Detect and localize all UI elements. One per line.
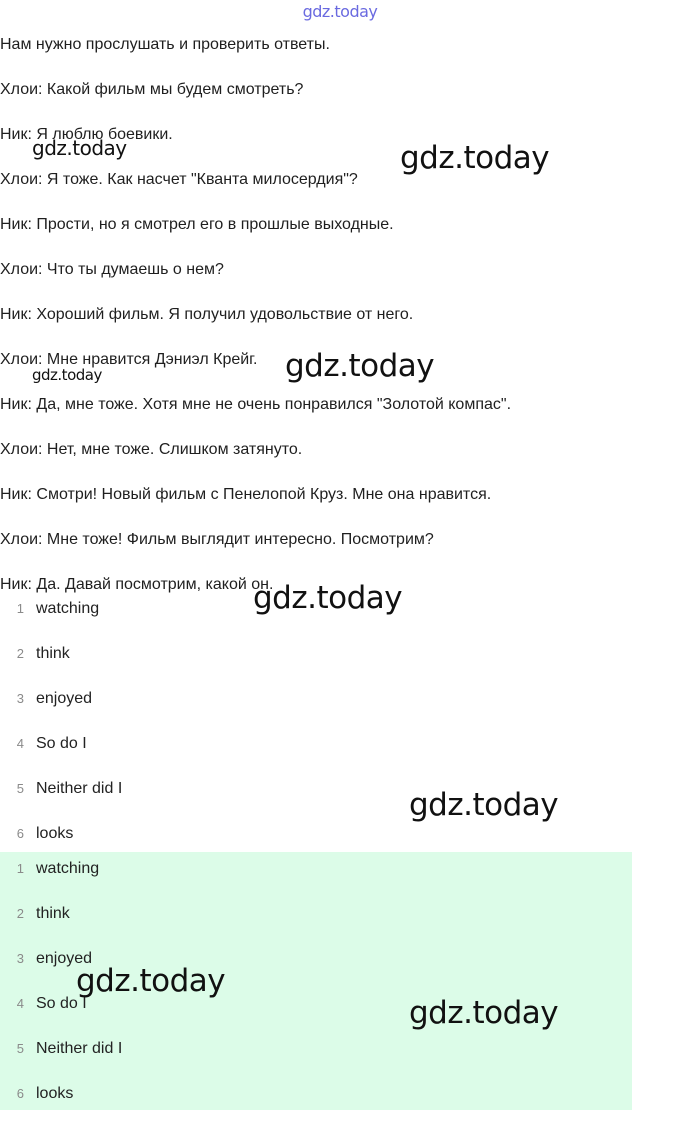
dialog-line: Хлои: Мне тоже! Фильм выглядит интересно. Посмотрим? [0, 531, 434, 548]
watermark: gdz.today [32, 366, 102, 384]
item-text: Neither did I [36, 780, 123, 797]
watermark: gdz.today [400, 140, 550, 176]
watermark: gdz.today [285, 348, 435, 384]
item-text: enjoyed [36, 950, 93, 967]
watermark: gdz.today [409, 787, 559, 823]
list-item [0, 903, 632, 948]
dialog-line: Хлои: Я тоже. Как насчет "Кванта милосердия"? [0, 171, 358, 188]
dialog-line: Ник: Смотри! Новый фильм с Пенелопой Круз. Мне она нравится. [0, 486, 492, 503]
item-number: 4 [16, 736, 24, 751]
watermark: gdz.today [76, 963, 226, 999]
watermark: gdz.today [32, 136, 127, 160]
dialog-line: Хлои: Какой фильм мы будем смотреть? [0, 81, 304, 98]
item-number: 2 [16, 906, 24, 921]
item-text: think [36, 905, 70, 922]
item-text: looks [36, 1085, 74, 1102]
item-text: So do I [36, 735, 87, 752]
watermark: gdz.today [409, 995, 559, 1031]
dialog-line: Хлои: Мне нравится Дэниэл Крейг. [0, 351, 258, 368]
item-number: 3 [16, 691, 24, 706]
list-item [0, 1038, 632, 1083]
list-item [0, 1083, 632, 1128]
answer-list [0, 598, 632, 868]
item-number: 4 [16, 996, 24, 1011]
list-item [0, 643, 632, 688]
item-number: 6 [16, 826, 24, 841]
dialog-line: Ник: Да, мне тоже. Хотя мне не очень понравился "Золотой компас". [0, 396, 512, 413]
list-item [0, 688, 632, 733]
item-text: enjoyed [36, 690, 93, 707]
list-item [0, 733, 632, 778]
item-number: 1 [16, 601, 24, 616]
item-text: Neither did I [36, 1040, 123, 1057]
dialog-line: Ник: Да. Давай посмотрим, какой он. [0, 576, 274, 593]
site-logo: gdz.today [302, 2, 378, 21]
list-item [0, 858, 632, 903]
dialog-line: Ник: Прости, но я смотрел его в прошлые выходные. [0, 216, 394, 233]
item-number: 6 [16, 1086, 24, 1101]
watermark: gdz.today [253, 580, 403, 616]
dialog-line: Хлои: Что ты думаешь о нем? [0, 261, 224, 278]
item-text: watching [36, 600, 100, 617]
intro-line: Нам нужно прослушать и проверить ответы. [0, 36, 330, 53]
item-text: watching [36, 860, 100, 877]
item-number: 5 [16, 1041, 24, 1056]
item-text: So do I [36, 995, 87, 1012]
item-number: 3 [16, 951, 24, 966]
dialog-line: Ник: Я люблю боевики. [0, 126, 173, 143]
item-number: 2 [16, 646, 24, 661]
item-number: 5 [16, 781, 24, 796]
dialog-line: Хлои: Нет, мне тоже. Слишком затянуто. [0, 441, 303, 458]
item-text: think [36, 645, 70, 662]
dialog-line: Ник: Хороший фильм. Я получил удовольствие от него. [0, 306, 414, 323]
dialog-text [0, 34, 680, 619]
item-text: looks [36, 825, 74, 842]
item-number: 1 [16, 861, 24, 876]
